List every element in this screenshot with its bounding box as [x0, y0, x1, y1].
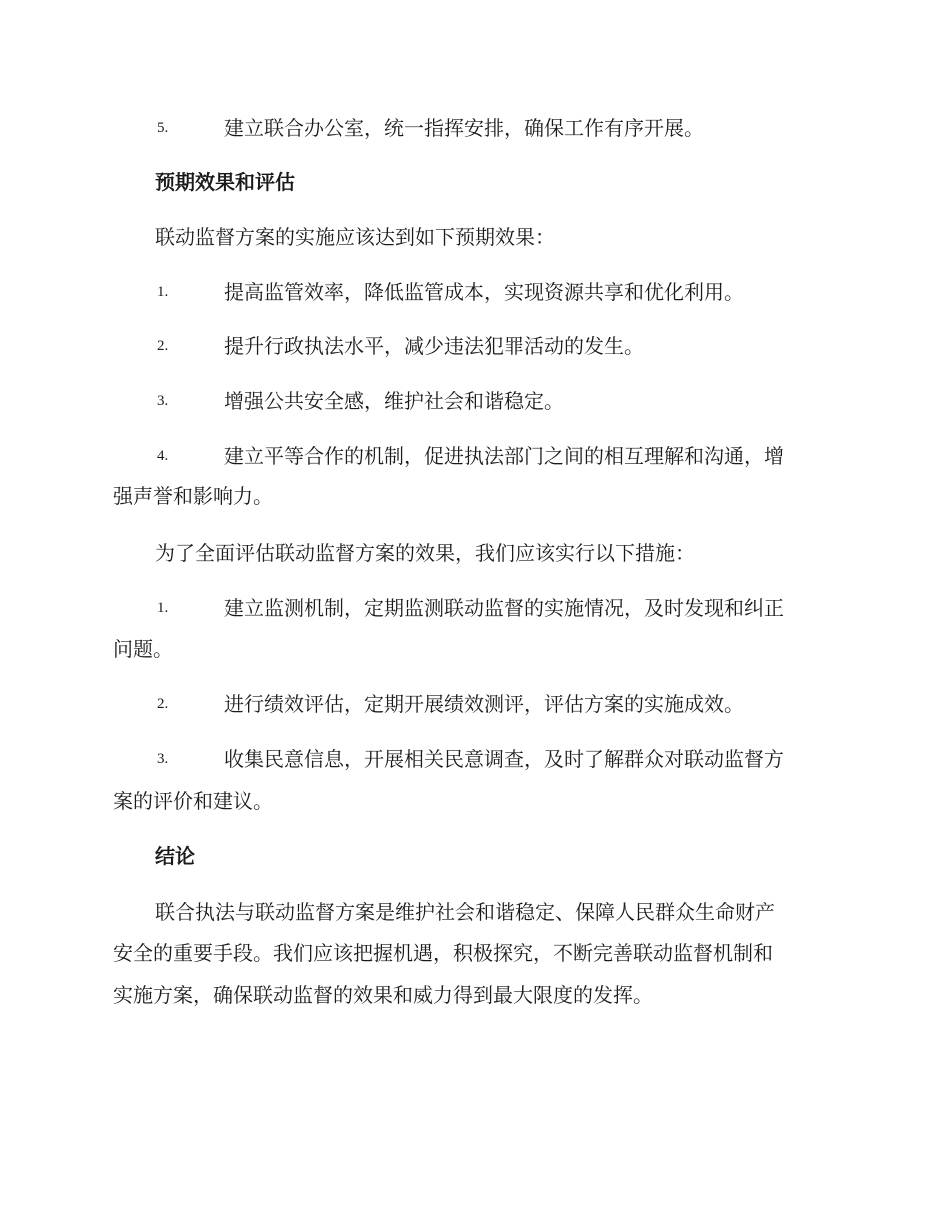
- paragraph-measures-intro: 为了全面评估联动监督方案的效果，我们应该实行以下措施：: [155, 541, 695, 565]
- list-item: 提升行政执法水平，减少违法犯罪活动的发生。: [224, 334, 644, 358]
- list-item: 收集民意信息，开展相关民意调查，及时了解群众对联动监督方: [224, 747, 784, 771]
- list-number: 1.: [157, 600, 169, 616]
- section-heading-conclusion: 结论: [155, 844, 195, 868]
- list-item: 建立联合办公室，统一指挥安排，确保工作有序开展。: [224, 116, 704, 140]
- list-item-continuation: 强声誉和影响力。: [113, 484, 273, 508]
- list-number: 2.: [157, 696, 169, 712]
- list-item: 进行绩效评估，定期开展绩效测评，评估方案的实施成效。: [224, 692, 744, 716]
- list-number: 5.: [157, 120, 169, 136]
- list-number: 4.: [157, 448, 169, 464]
- list-item: 建立平等合作的机制，促进执法部门之间的相互理解和沟通，增: [224, 444, 784, 468]
- list-item: 提高监管效率，降低监管成本，实现资源共享和优化利用。: [224, 280, 744, 304]
- paragraph-conclusion-line: 安全的重要手段。我们应该把握机遇，积极探究，不断完善联动监督机制和: [113, 941, 773, 965]
- paragraph-intro: 联动监督方案的实施应该达到如下预期效果：: [155, 225, 555, 249]
- list-item-continuation: 案的评价和建议。: [113, 789, 273, 813]
- list-item: 增强公共安全感，维护社会和谐稳定。: [224, 389, 564, 413]
- list-number: 3.: [157, 751, 169, 767]
- paragraph-conclusion-line: 联合执法与联动监督方案是维护社会和谐稳定、保障人民群众生命财产: [155, 900, 775, 924]
- paragraph-conclusion-line: 实施方案，确保联动监督的效果和威力得到最大限度的发挥。: [113, 983, 653, 1007]
- list-item-continuation: 问题。: [113, 637, 173, 661]
- list-number: 3.: [157, 393, 169, 409]
- list-item: 建立监测机制，定期监测联动监督的实施情况，及时发现和纠正: [224, 596, 784, 620]
- list-number: 2.: [157, 338, 169, 354]
- list-number: 1.: [157, 284, 169, 300]
- section-heading-expected: 预期效果和评估: [155, 170, 295, 194]
